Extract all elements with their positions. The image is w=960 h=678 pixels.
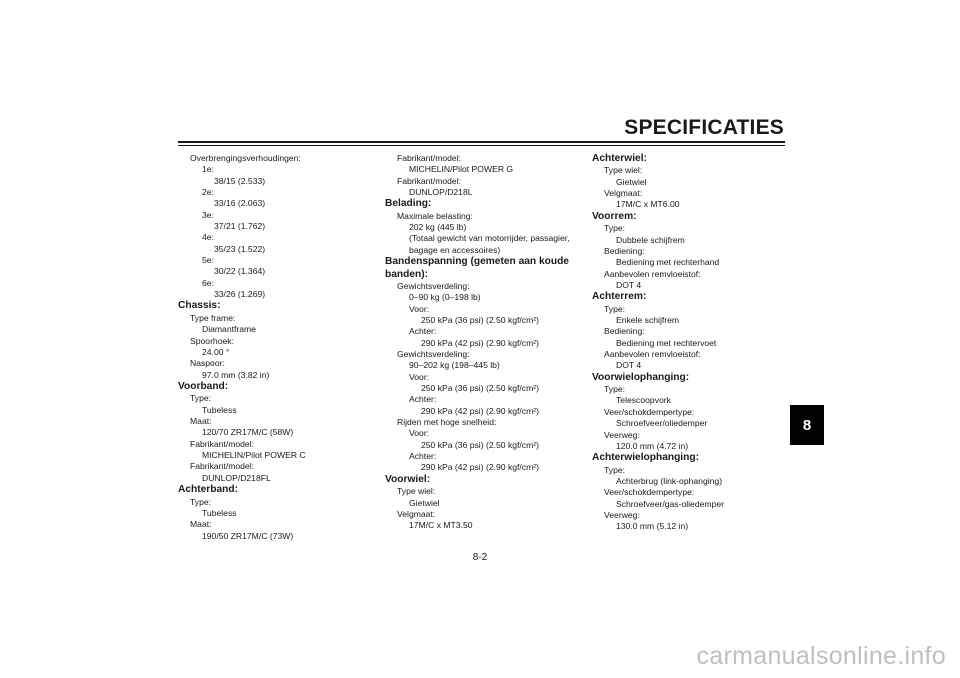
spec-line: MICHELIN/Pilot POWER C [202, 450, 306, 461]
spec-line: DOT 4 [616, 279, 642, 290]
spec-line: Maximale belasting: [397, 210, 473, 221]
spec-line: 3e: [202, 209, 214, 220]
spec-line: Fabrikant/model: [397, 175, 462, 186]
spec-line: Velgmaat: [604, 188, 643, 199]
spec-line: DUNLOP/D218FL [202, 472, 271, 483]
spec-line: Type: [190, 496, 212, 507]
page-number: 8-2 [472, 552, 488, 563]
spec-column-3 [592, 153, 792, 533]
spec-line: Tubeless [202, 507, 237, 518]
spec-line: bagage en accessoires) [409, 244, 501, 255]
spec-line: Dubbele schijfrem [616, 234, 685, 245]
spec-line: 290 kPa (42 psi) (2.90 kgf/cm²) [421, 337, 539, 348]
spec-line: 2e: [202, 187, 214, 198]
spec-line: 30/22 (1.364) [214, 266, 266, 277]
section-heading: Achterwiel: [592, 153, 647, 164]
spec-line: 90–202 kg (198–445 lb) [409, 360, 500, 371]
spec-line: 0–90 kg (0–198 lb) [409, 292, 481, 303]
spec-line: Schroefveer/gas-oliedemper [616, 498, 724, 509]
section-heading: Chassis: [178, 300, 221, 312]
spec-line: 5e: [202, 255, 214, 266]
spec-line: Type: [604, 303, 626, 314]
spec-column-2 [385, 153, 585, 532]
spec-line: Type frame: [190, 312, 236, 323]
spec-line: Telescoopvork [616, 395, 671, 406]
spec-line: Spoorhoek: [190, 335, 234, 346]
spec-line: Type wiel: [397, 486, 436, 497]
spec-line: Veer/schokdempertype: [604, 406, 695, 417]
section-heading: Achterwielophanging: [592, 452, 699, 464]
spec-line: DUNLOP/D218L [409, 187, 473, 198]
spec-line: Aanbevolen remvloeistof: [604, 268, 701, 279]
spec-line: Bediening: [604, 326, 645, 337]
spec-line: Type: [604, 384, 626, 395]
spec-line: Schroefveer/oliedemper [616, 418, 708, 429]
spec-line: Tubeless [202, 404, 237, 415]
spec-line: Velgmaat: [397, 508, 436, 519]
section-heading: Achterband: [178, 484, 238, 496]
spec-line: Type: [604, 464, 626, 475]
spec-line: 250 kPa (36 psi) (2.50 kgf/cm²) [421, 383, 539, 394]
spec-line: Gietwiel [409, 497, 440, 508]
section-heading: Belading: [385, 198, 432, 210]
spec-line: Maat: [190, 519, 212, 530]
spec-line: Veerweg: [604, 509, 640, 520]
header-rule-thin [178, 145, 785, 146]
spec-line: 190/50 ZR17M/C (73W) [202, 530, 294, 541]
spec-line: Naspoor: [190, 358, 225, 369]
spec-line: Aanbevolen remvloeistof: [604, 349, 701, 360]
spec-line: 6e: [202, 277, 214, 288]
section-heading: Achterrem: [592, 291, 647, 303]
spec-line: Achter: [409, 451, 437, 462]
spec-column-1 [178, 153, 378, 542]
spec-line: Voor: [409, 371, 430, 382]
spec-line: Diamantframe [202, 324, 256, 335]
spec-line: 33/16 (2.063) [214, 198, 266, 209]
section-heading: Voorwielophanging: [592, 371, 690, 383]
spec-line: DOT 4 [616, 360, 642, 371]
spec-line: Type: [190, 393, 212, 404]
spec-line: Type wiel: [604, 165, 643, 176]
spec-line: Overbrengingsverhoudingen: [190, 153, 301, 163]
spec-line: Gietwiel [616, 176, 647, 187]
spec-line: 250 kPa (36 psi) (2.50 kgf/cm²) [421, 315, 539, 325]
spec-line: 37/21 (1.762) [214, 221, 266, 232]
section-heading: Bandenspanning (gemeten aan koude banden): [385, 256, 569, 280]
spec-line: Bediening met rechterhand [616, 257, 720, 268]
spec-line: 97.0 mm (3.82 in) [202, 369, 270, 380]
spec-line: 290 kPa (42 psi) (2.90 kgf/cm²) [421, 405, 539, 416]
spec-line: 17M/C x MT3.50 [409, 520, 473, 531]
watermark: carmanualsonline.info [696, 642, 946, 670]
section-heading: Voorrem: [592, 210, 637, 222]
spec-line: 1e: [202, 164, 214, 175]
spec-line: Rijden met hoge snelheid: [397, 417, 497, 428]
spec-line: 4e: [202, 232, 214, 243]
spec-line: 120.0 mm (4.72 in) [616, 440, 689, 451]
spec-line: 202 kg (445 lb) [409, 222, 467, 233]
spec-line: Gewichtsverdeling: [397, 349, 470, 360]
spec-line: 33/26 (1.269) [214, 289, 266, 300]
spec-line: Achterbrug (link-ophanging) [616, 475, 723, 486]
spec-line: Veer/schokdempertype: [604, 487, 695, 498]
spec-line: (Totaal gewicht van motorrijder, passagier, [409, 233, 570, 244]
spec-line: Veerweg: [604, 429, 640, 440]
section-heading: Voorwiel: [385, 473, 431, 485]
spec-line: 120/70 ZR17M/C (58W) [202, 427, 294, 438]
spec-line: Fabrikant/model: [190, 461, 255, 472]
spec-line: 130.0 mm (5.12 in) [616, 521, 689, 532]
spec-line: Bediening met rechtervoet [616, 337, 717, 348]
spec-line: 250 kPa (36 psi) (2.50 kgf/cm²) [421, 439, 539, 450]
spec-line: Achter: [409, 326, 437, 337]
header-rule-thick [178, 141, 785, 143]
chapter-tab: 8 [790, 405, 824, 445]
spec-line: Fabrikant/model: [190, 438, 255, 449]
spec-line: Gewichtsverdeling: [397, 280, 470, 291]
page-title: SPECIFICATIES [624, 116, 784, 139]
spec-line: Maat: [190, 416, 212, 427]
spec-line: Type: [604, 223, 626, 234]
spec-line: Enkele schijfrem [616, 315, 680, 325]
spec-line: 24.00 ° [202, 346, 230, 357]
spec-line: 35/23 (1.522) [214, 243, 266, 254]
spec-line: 290 kPa (42 psi) (2.90 kgf/cm²) [421, 462, 539, 473]
spec-line: 38/15 (2.533) [214, 175, 266, 186]
spec-line: Achter: [409, 394, 437, 405]
spec-line: 17M/C x MT6.00 [616, 199, 680, 210]
spec-line: Bediening: [604, 245, 645, 256]
spec-line: Fabrikant/model: [397, 153, 462, 163]
spec-line: MICHELIN/Pilot POWER G [409, 164, 514, 175]
spec-line: Voor: [409, 303, 430, 314]
section-heading: Voorband: [178, 380, 229, 392]
spec-line: Voor: [409, 428, 430, 439]
